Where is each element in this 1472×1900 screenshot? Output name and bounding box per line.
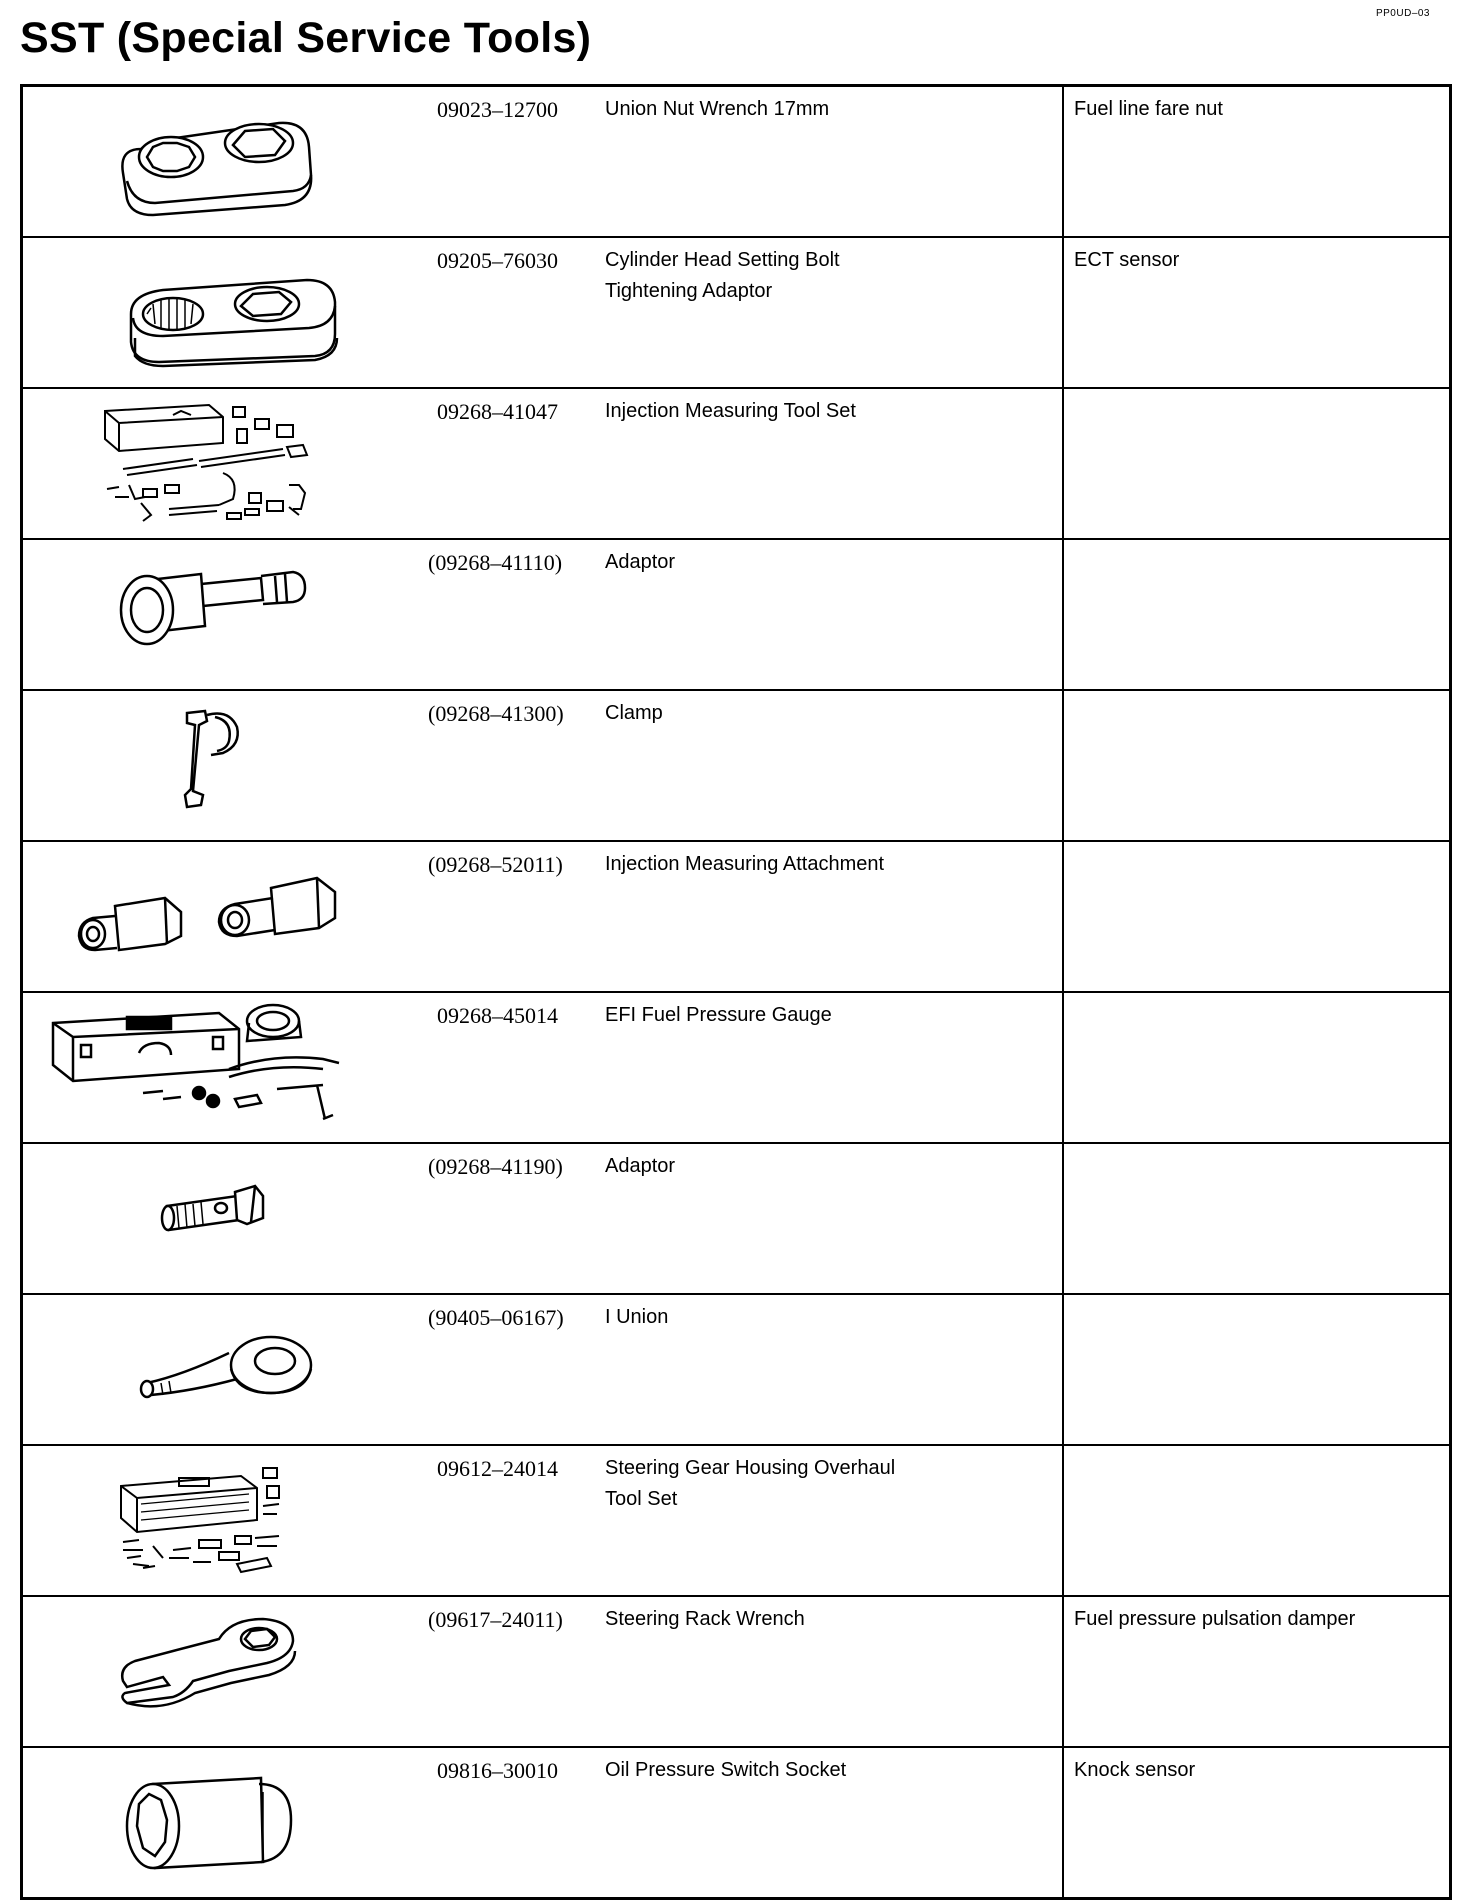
table-row — [22, 1294, 1451, 1445]
part-number: 09205–76030 — [437, 248, 558, 273]
tool-name: EFI Fuel Pressure Gauge — [605, 1004, 832, 1026]
table-row — [22, 1143, 1451, 1294]
part-number: 09023–12700 — [437, 97, 558, 122]
injection-attachment-icon — [23, 842, 437, 981]
table-row — [22, 388, 1451, 539]
part-number: (09268–52011) — [428, 852, 563, 877]
part-number: (09268–41190) — [428, 1154, 563, 1179]
part-number: (90405–06167) — [428, 1305, 564, 1330]
tool-name: Tightening Adaptor — [605, 280, 773, 302]
table-row — [22, 1445, 1451, 1596]
tool-note: Fuel line fare nut — [1074, 98, 1223, 120]
union-bolt-icon — [23, 1144, 437, 1283]
i-union-icon — [23, 1295, 437, 1434]
sst-table — [20, 84, 1452, 1900]
rack-wrench-icon — [23, 1597, 437, 1736]
steering-tool-set-icon — [23, 1446, 437, 1585]
tool-name: Union Nut Wrench 17mm — [605, 98, 830, 120]
union-nut-wrench-icon — [23, 87, 437, 226]
clamp-icon — [23, 691, 437, 830]
table-row — [22, 1596, 1451, 1747]
tool-name: I Union — [605, 1306, 669, 1328]
page-title: SST (Special Service Tools) — [20, 14, 592, 62]
part-number: (09617–24011) — [428, 1607, 563, 1632]
table-row — [22, 690, 1451, 841]
cylinder-head-adaptor-icon — [23, 238, 437, 377]
tool-name: Cylinder Head Setting Bolt — [605, 249, 840, 271]
table-row — [22, 841, 1451, 992]
tool-note: Knock sensor — [1074, 1759, 1196, 1781]
part-number: 09268–45014 — [437, 1003, 558, 1028]
tool-name: Clamp — [605, 702, 663, 724]
table-row — [22, 237, 1451, 388]
tool-name: Tool Set — [605, 1488, 678, 1510]
table-row — [22, 86, 1451, 238]
fuel-pressure-gauge-icon — [23, 993, 437, 1132]
tool-name: Adaptor — [605, 551, 676, 573]
table-row — [22, 1747, 1451, 1899]
tool-name: Injection Measuring Tool Set — [605, 400, 856, 422]
part-number: (09268–41300) — [428, 701, 564, 726]
document-code: PP0UD–03 — [1375, 8, 1430, 19]
tool-note: ECT sensor — [1074, 249, 1180, 271]
part-number: 09268–41047 — [437, 399, 558, 424]
part-number: 09816–30010 — [437, 1758, 558, 1783]
table-row — [22, 539, 1451, 690]
tool-note: Fuel pressure pulsation damper — [1074, 1608, 1356, 1630]
tool-name: Steering Gear Housing Overhaul — [605, 1457, 896, 1479]
tool-name: Adaptor — [605, 1155, 676, 1177]
part-number: (09268–41110) — [428, 550, 563, 575]
adaptor-pipe-icon — [23, 540, 437, 679]
tool-name: Steering Rack Wrench — [605, 1608, 805, 1630]
tool-name: Injection Measuring Attachment — [605, 853, 885, 875]
part-number: 09612–24014 — [437, 1456, 558, 1481]
table-row — [22, 992, 1451, 1143]
tool-name: Oil Pressure Switch Socket — [605, 1759, 847, 1781]
injection-tool-set-icon — [23, 389, 437, 528]
